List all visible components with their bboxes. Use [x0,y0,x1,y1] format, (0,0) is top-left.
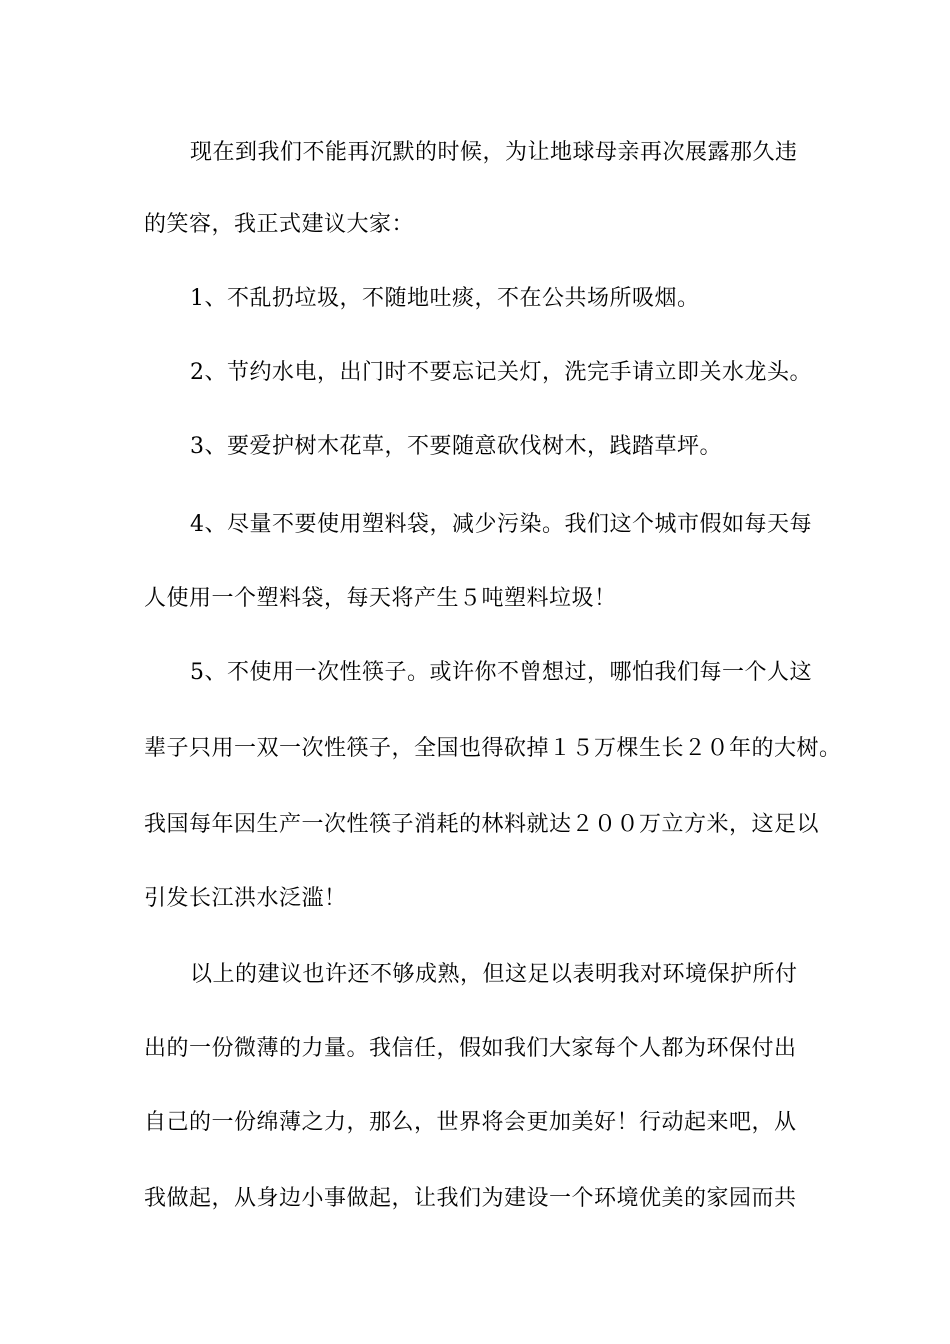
closing-paragraph-line-2: 出的一份微薄的力量。我信任，假如我们大家每个人都为环保付出 [144,1036,797,1061]
closing-paragraph-line-3: 自己的一份绵薄之力，那么，世界将会更加美好！行动起来吧，从 [144,1110,797,1135]
suggestion-5-line-3: 我国每年因生产一次性筷子消耗的林料就达２００万立方米，这足以 [144,812,820,837]
suggestion-1-line-1: 1、不乱扔垃圾，不随地吐痰，不在公共场所吸烟。 [190,286,700,311]
closing-paragraph-line-4: 我做起，从身边小事做起，让我们为建设一个环境优美的家园而共 [144,1186,797,1211]
suggestion-5-line-1: 5、不使用一次性筷子。或许你不曾想过，哪怕我们每一个人这 [190,660,812,685]
suggestion-4-line-1: 4、尽量不要使用塑料袋，减少污染。我们这个城市假如每天每 [190,512,812,537]
suggestion-5-line-2: 辈子只用一双一次性筷子，全国也得砍掉１５万棵生长２０年的大树。 [144,736,842,761]
suggestion-3-line-1: 3、要爱护树木花草，不要随意砍伐树木，践踏草坪。 [190,434,722,459]
paragraph-1-line-2: 的笑容，我正式建议大家： [144,212,415,237]
suggestion-2-line-1: 2、节约水电，出门时不要忘记关灯，洗完手请立即关水龙头。 [190,360,812,385]
paragraph-1-line-1: 现在到我们不能再沉默的时候，为让地球母亲再次展露那久违 [190,140,798,165]
suggestion-4-line-2: 人使用一个塑料袋，每天将产生５吨塑料垃圾！ [144,586,617,611]
closing-paragraph-line-1: 以上的建议也许还不够成熟，但这足以表明我对环境保护所付 [190,962,798,987]
suggestion-5-line-4: 引发长江洪水泛滥！ [144,886,347,911]
